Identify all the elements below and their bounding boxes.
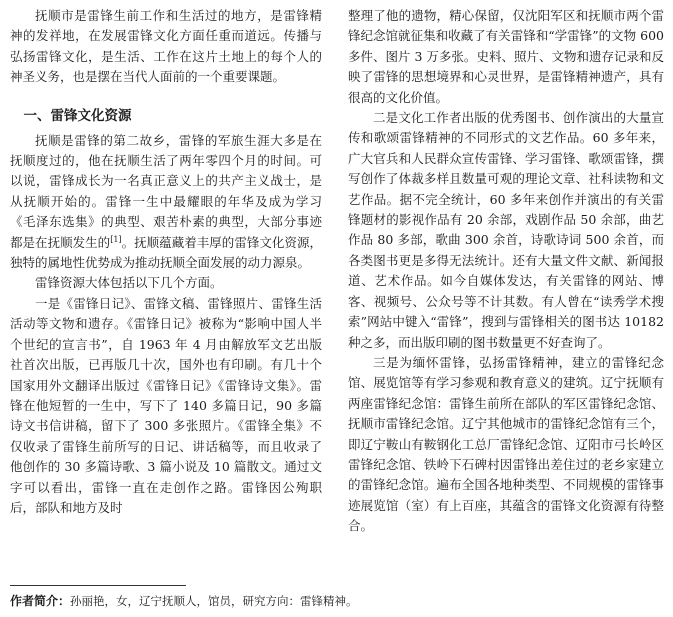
intro-paragraph: 抚顺市是雷锋生前工作和生活过的地方，是雷锋精神的发祥地，在发展雷锋文化方面任重而道远。传播与弘扬雷锋文化，是生活、工作在这片土地上的每个人的神圣义务，也是摆在当代人面前的一个重要课题。	[10, 8, 322, 85]
citation-ref[interactable]: [1]	[110, 234, 122, 244]
right-column	[348, 6, 664, 537]
paragraph-text: 。抚顺蕴藏着丰厚的雷锋文化资源，独特的属地性优势成为推动抚顺全面发展的动力源泉。	[10, 234, 322, 271]
body-paragraph-works: 二是文化工作者出版的优秀图书、创作演出的大量宣传和歌颂雷锋精神的不同形式的文艺作品。60 多年来，广大官兵和人民群众宣传雷锋、学习雷锋、歌颂雷锋，撰写创作了体裁多样且数量可观的理论文章、社科读物和文艺作品。据不完全统计，60 多年来创作并演出的有关雷锋题材的影视作品有 20 余部，戏剧作品 50 余部，曲艺作品 80 多部，歌曲 300 余首，诗歌诗词 500 余首，而各类图书更是多得无法统计。还有大量文件文献、新闻报道、艺术作品。如今自媒体发达，有关雷锋的网站、博客、视频号、公众号等不计其数。有人曾在“读秀学术搜索”网站中键入“雷锋”，搜到与雷锋相关的图书达 10182 种之多，而出版印刷的图书数量更不好查询了。	[348, 110, 664, 350]
paragraph-text: 抚顺是雷锋的第二故乡，雷锋的军旅生涯大多是在抚顺度过的，他在抚顺生活了两年零四个月的时间。可以说，雷锋成长为一名真正意义上的共产主义战士，是从抚顺开始的。雷锋一生中最耀眼的年华及成为学习《毛泽东选集》的典型、艰苦朴素的典型，大部分事迹都是在抚顺发生的	[10, 132, 322, 250]
footnote-text: 孙丽艳，女，辽宁抚顺人，馆员，研究方向：雷锋精神。	[70, 594, 358, 608]
body-paragraph-diary-continued: 整理了他的遗物，精心保留，仅沈阳军区和抚顺市两个雷锋纪念馆就征集和收藏了有关雷锋和“学雷锋”的文物 600 多件、图片 3 万多张。史料、照片、文物和遗存记录和反映了雷锋的思想境界和心灵世界，是雷锋精神遗产，具有很高的文化价值。	[348, 8, 664, 105]
footnote-divider	[10, 585, 186, 586]
section-heading: 一、雷锋文化资源	[23, 107, 132, 124]
author-footnote	[10, 592, 660, 610]
footnote-label: 作者简介：	[10, 594, 71, 608]
left-column	[10, 6, 322, 518]
body-paragraph-memorials: 三是为缅怀雷锋，弘扬雷锋精神，建立的雷锋纪念馆、展览馆等有学习参观和教育意义的建筑。辽宁抚顺有两座雷锋纪念馆：雷锋生前所在部队的军区雷锋纪念馆、抚顺市雷锋纪念馆。辽宁其他城市的雷锋纪念馆有三个，即辽宁鞍山有鞍钢化工总厂雷锋纪念馆、辽阳市弓长岭区雷锋纪念馆、铁岭下石碑村因雷锋出差住过的老乡家建立的雷锋纪念馆。遍布全国各地种类型、不同规模的雷锋事迹展览馆（室）有上百座，其蕴含的雷锋文化资源有待整合。	[348, 354, 664, 534]
body-paragraph-fushun	[10, 131, 322, 274]
body-paragraph-diary: 一是《雷锋日记》、雷锋文稿、雷锋照片、雷锋生活活动等文物和遗存。《雷锋日记》被称为“影响中国人半个世纪的宣言书”，自 1963 年 4 月由解放军文艺出版社首次出版，已再版几十次，国外也有印刷。有几十个国家用外文翻译出版过《雷锋日记》《雷锋诗文集》。雷锋在他短暂的一生中，写下了 140 多篇日记，90 多篇诗文书信讲稿，留下了 300 多张照片。《雷锋全集》不仅收录了雷锋生前所写的日记、讲话稿等，而且收录了他创作的 30 多篇诗歌、3 篇小说及 10 篇散文。通过文字可以看出，雷锋一直在走创作之路。雷锋因公殉职后，部队和地方及时	[10, 295, 322, 515]
body-paragraph-resources-intro: 雷锋资源大体包括以下几个方面。	[35, 275, 223, 291]
